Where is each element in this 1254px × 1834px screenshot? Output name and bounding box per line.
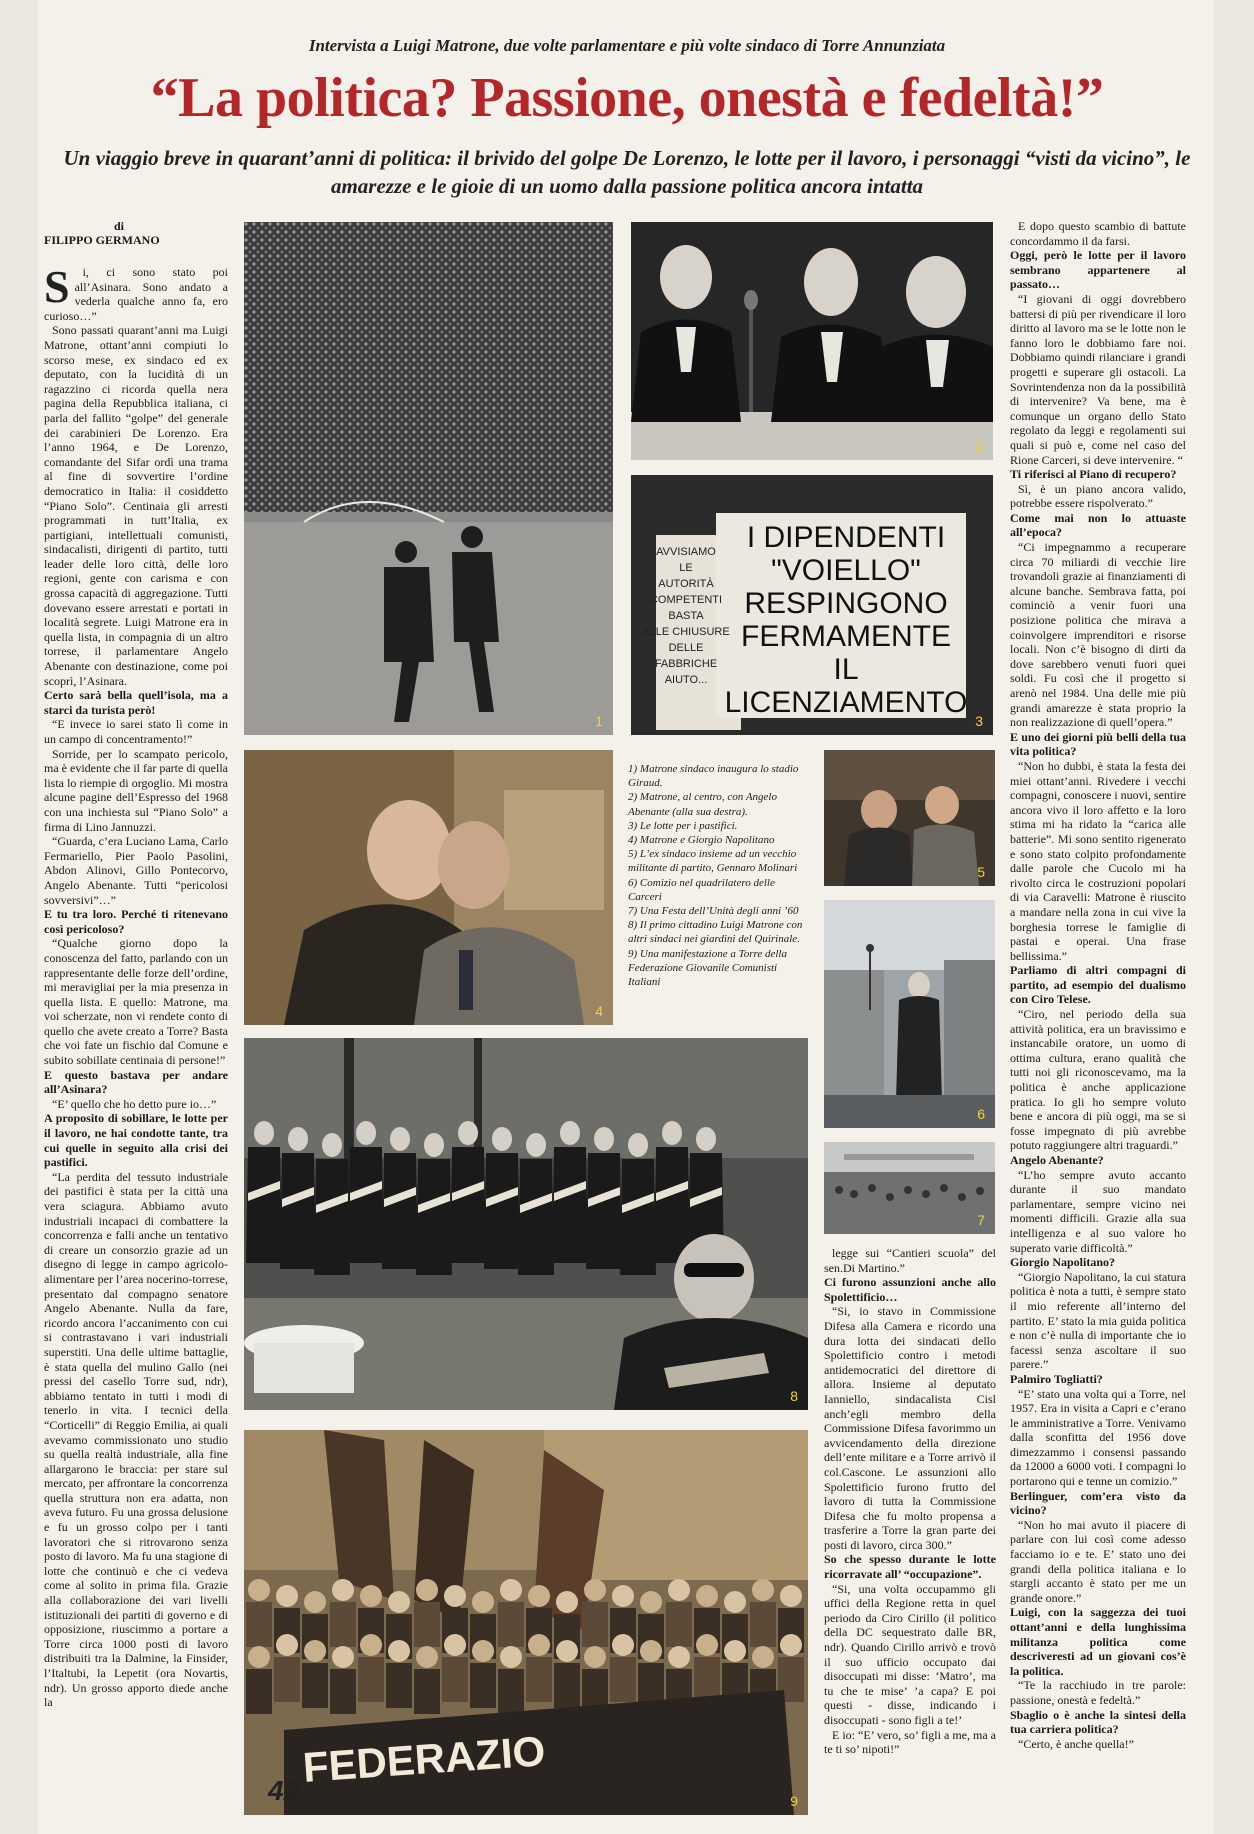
interview-question: Ti riferisci al Piano di recupero? [1010,467,1177,482]
caption-item: 1) Matrone sindaco inaugura lo stadio Giraud. [628,763,799,790]
interview-question: So che spesso durante le lotte ricorravate all’ “occupazione”. [824,1552,996,1582]
interview-question: Angelo Abenante? [1010,1153,1104,1167]
photo-number: 5 [977,864,985,880]
interview-question: E uno dei giorni più belli della tua vita politica? [1010,729,1186,759]
caption-item: 2) Matrone, al centro, con Angelo Abenante (alla sua destra). [628,791,777,818]
interview-question: Palmiro Togliatti? [1010,1371,1103,1386]
interview-question: Ci furono assunzioni anche allo Spolettificio… [824,1275,996,1304]
interview-question: E tu tra loro. Perché ti ritenevano così pericoloso? [44,907,228,936]
column-1-body [44,261,228,1710]
photo-number: 2 [975,438,983,454]
banner-text: FEDERAZIO [301,1727,547,1791]
paragraph: “Ci impegnammo a recuperare circa 70 miliardi di vecchie lire trovandoli grazie ai finanziamenti di alcune banche. Sembrava fatta, poi cominciò a venir fuori una posizione politica che mirava a coinvolgere imprenditori e risorse locali. Non c’è bisogno di dirti da dove sarebbero venuti fuori quei soldi. Fu così che il progetto si arenò nel 1984. Una delle mie più grandi amarezze è stata proprio la non realizzazione di quell’opera.” [1010,540,1186,730]
article-column-3 [824,1246,996,1818]
photo-festa-unita [824,1142,995,1234]
caption-item: 4) Matrone e Giorgio Napolitano [628,834,775,847]
interview-question: Come mai non lo attuaste all’epoca? [1010,510,1186,540]
photo-6-image [824,900,995,1128]
drop-cap: S [44,261,70,312]
sign-side-line: AIUTO... [664,674,708,686]
sign-line: "VOIELLO" [771,554,921,587]
sign-side-line: AUTORITÀ [658,578,714,590]
paragraph: E dopo questo scambio di battute concordammo il da farsi. [1010,219,1186,248]
interview-question: Berlinguer, com’era visto da vicino? [1010,1488,1186,1518]
photo-8-image [244,1038,808,1410]
paragraph: “Giorgio Napolitano, la cui statura politica è nota a tutti, è sempre stato il mio referente all’interno del partito. E’ stato la mia guida politica e non c’è nulla di importante che io facessi senza ascoltare il suo parere.” [1010,1269,1186,1372]
paragraph: i, ci sono stato poi all’Asinara. Sono andato a vederla qualche anno fa, ero curioso…” [44,265,228,323]
photo-number: 3 [975,713,983,729]
photo-number: 1 [595,713,603,729]
byline-di: di [114,219,125,233]
photo-matrone-abenante-table [631,222,993,460]
paragraph: “E’ stato una volta qui a Torre, nel 1957. Era in visita a Capri e c’erano le amministrative a Torre. Venivamo dalla sconfitta del 1956 dove dimezzammo i consensi passando da 12000 a 6000 voti. I compagni lo portarono qui e tenne un comizio.” [1010,1386,1186,1489]
sign-side-line: LE [679,562,693,574]
photo-number: 7 [977,1212,985,1228]
photo-5-image [824,750,995,886]
caption-item: 9) Una manifestazione a Torre della Federazione Giovanile Comunisti Italiani [628,947,787,989]
sign-line: RESPINGONO [744,587,948,620]
sign-side-line: FABBRICHE [654,658,718,670]
photo-1-image [244,222,613,735]
paragraph: “Guarda, c’era Luciano Lama, Carlo Fermariello, Pier Paolo Pasolini, Abdon Alinovi, Gillo Pontecorvo, Angelo Abenante. Tutti “pericolosi sovversivi”…” [44,834,228,907]
paragraph: “L’ho sempre avuto accanto durante il suo mandato parlamentare, sempre vicino nei momenti difficili. Grazie alla sua intelligenza e al suo valore ho superato varie difficoltà.” [1010,1167,1186,1255]
paragraph: “Ciro, nel periodo della sua attività politica, era un bravissimo e instancabile oratore, un uomo di ottima cultura, erano qualità che tutti noi gli riconoscevamo, ma la politica è anche applicazione pratica. Io gli ho sempre voluto bene e ancora di più oggi, ma se si fosse impegnato di più avrebbe potuto raggiungere altri traguardi.” [1010,1007,1186,1153]
photo-captions [628,762,810,989]
paragraph: “Si, una volta occupammo gli uffici della Regione retta in quel periodo da Ciro Cirillo (il politico della DC sequestrato dalle BR, ndr). Quando Cirillo arrivò e trovò il suo ufficio occupato dai disoccupati mi disse: ‘Matro’, ma tu che te mise’ ’a capa? E poi questi - disse, indicando i disoccupati - sono figli a te!’ [824,1581,996,1727]
photo-stadium-inauguration [244,222,613,735]
interview-question: Luigi, con la saggezza dei tuoi ottant’anni e della lunghissima militanza politica come descriveresti ad un giovani cos’è la politica. [1010,1605,1186,1678]
interview-question: Parliamo di altri compagni di partito, ad esempio del dualismo con Ciro Telese. [1010,963,1186,1007]
sign-side-line: BASTA [668,610,704,622]
sign-side-line: DELLE [668,642,704,654]
photo-number: 6 [977,1106,985,1122]
byline [44,219,228,247]
photo-comizio-carceri [824,900,995,1128]
photo-matrone-molinari [824,750,995,886]
sign-line: I DIPENDENTI [746,521,946,554]
photo-7-image [824,1142,995,1234]
adjacent-page-right-edge [1214,0,1254,1834]
sign-main-text [725,521,968,719]
sign-line: IL [833,653,859,686]
paragraph: “Non ho dubbi, è stata la festa dei miei ottant’anni. Rivedere i vecchi compagni, conoscere i nuovi, sentire ancora vivo il loro affetto e la loro stima mi ha ridato la “carica alle batterie”. Mi sono sentito rigenerato e sono stato colpito profondamente dalle parole che Cucolo mi ha rivolto circa le costruzioni popolari di via Caravelli: Matrone è riuscito a mandare nella zona in cui vive la borghesia torrese le famiglie di pastai e operai. Una frase bellissima.” [1010,758,1186,963]
paragraph: E io: “E’ vero, so’ figli a me, ma a te ti so’ nipoti!” [824,1727,996,1757]
deck: Un viaggio breve in quarant’anni di politica: il brivido del golpe De Lorenzo, le lotte per il lavoro, i personaggi “visti da vicino”, le amarezze e le gioie di un uomo dalla passione politica ancora intatta [63,146,1191,198]
paragraph: “I giovani di oggi dovrebbero battersi di più per rivendicare il loro diritto al lavoro ma se le lotte non le fanno loro le dobbiamo fare noi. Dobbiamo quindi rilanciare i grandi progetti e superare gli ostacoli. La Sovrintendenza non da la possibilità di intervenire? Va bene, ma è comunque un organo dello Stato regolato da leggi e regolamenti sui quali si può e, come nel caso del Rione Carceri, si deve intervenire. “ [1010,291,1186,467]
paragraph: “Qualche giorno dopo la conoscenza del fatto, parlando con un rappresentante delle forze dell’ordine, mi meravigliai per la mia presenza in quella lista. E quello: Matrone, ma voi scherzate, non vi rendete conto di quello che avete creato a Torre? Basta che voi fate un fischio dal Comune e subito sobillate centinaia di persone!” [44,936,228,1068]
caption-item: 6) Comizio nel quadrilatero delle Carceri [628,876,775,903]
photo-fgci-manifestazione [244,1430,808,1815]
paragraph: “E’ quello che ho detto pure io…” [52,1096,217,1111]
paragraph: “La perdita del tessuto industriale dei pastifici è stata per la città una vera sciagura. Abbiamo avuto industriali incapaci di combattere la concorrenza e falli anche un tentativo di creare un consorzio grazie ad un disegno di legge in campo agricolo-alimentare per l’area nocerino-torrese, presentato dal compagno senatore Angelo Abenante. Nulla da fare, ricordo ancora l’accanimento con cui si contrastavano i vari industriali superstiti. Una delle ultime battaglie, è stata quella del mulino Gallo (nei pressi del casello Torre sud, ndr), abbiamo tentato in tutti i modi di tenerlo in vita. I tecnici della “Corticelli” di Reggio Emilia, ai quali avevamo commissionato uno studio su quella realtà industriale, alla fine allargarono le braccia: per stare sul mercato, per affrontare la concorrenza quella struttura non era adatta, non aveva futuro. Fu una grossa delusione e fu un grosso colpo per i tanti lavoratori che si ritrovarono senza posto di lavoro. Ma fu una stagione di lotte che continuò e che ci vedeva come al solito in prima fila. Grazie alla collaborazione dei vari livelli istituzionali dei partiti di governo e di opposizione, riuscimmo a portare a Torre circa 1000 posti di lavoro distribuiti tra la Dalmine, la Finsider, l’Italtubi, la Lepetit (ora Novartis, ndr). Un grosso apporto diede anche la [44,1169,228,1710]
photo-4-image [244,750,613,1025]
sign-line: LICENZIAMENTO [724,686,968,719]
article-column-1 [44,219,228,1815]
photo-9-image [244,1430,808,1815]
paragraph: “E invece io sarei stato lì come in un campo di concentramento!” [44,717,228,746]
kicker: Intervista a Luigi Matrone, due volte parlamentare e più volte sindaco di Torre Annunziata [308,36,946,55]
paragraph: “Certo, è anche quella!” [1018,1736,1134,1751]
sign-side-line: AVVISIAMO [656,546,716,558]
caption-item: 5) L’ex sindaco insieme ad un vecchio militante di partito, Gennaro Molinari [628,848,798,875]
photo-number: 9 [790,1793,798,1809]
photo-pastifici-protest-signs [631,475,993,735]
paragraph: legge sui “Cantieri scuola” del sen.Di Martino.” [824,1246,996,1275]
photo-number: 4 [595,1003,603,1019]
interview-question: Certo sarà bella quell’isola, ma a starci da turista però! [44,688,228,717]
interview-question: Giorgio Napolitano? [1010,1255,1116,1270]
paragraph: Sì, è un piano ancora valido, potrebbe essere rispolverato.” [1010,481,1186,511]
interview-question: Oggi, però le lotte per il lavoro sembrano appartenere al passato… [1010,248,1186,292]
paragraph: “Non ho mai avuto il piacere di parlare con lui così come adesso facciamo io e te. E’ stato uno dei grandi della politica italiana e lo stargli accanto è stato per me un grande onore.” [1010,1517,1186,1605]
adjacent-page-left-edge [0,0,38,1834]
sign-side-line: ALLE CHIUSURE [642,626,730,638]
byline-name: FILIPPO GERMANO [44,233,160,247]
photo-matrone-napolitano [244,750,613,1025]
interview-question: E questo bastava per andare all’Asinara? [44,1067,228,1097]
photo-number: 8 [790,1388,798,1404]
article-column-4 [1010,219,1186,1819]
paragraph: “Si, io stavo in Commissione Difesa alla Camera e ricordo una dura lotta dei sindacati dello Spolettificio contro i metodi antidemocratici del direttore di allora. Insieme al deputato Ianniello, sindacalista Cisl anch’egli membro della Commissione Difesa favorimmo un avvicendamento della direzione dell’ente militare e a Torre arrivò il col.Cascone. Le assunzioni allo Spolettificio furono frutto del lavoro di tutta la Commissione Difesa che fu molto propensa a trasferire a Torre la gran parte dei posti di lavoro, circa 300.” [824,1304,996,1552]
interview-question: Sbaglio o è anche la sintesi della tua carriera politica? [1010,1707,1186,1737]
page-number: 42 [268,1775,300,1806]
paragraph: Sorride, per lo scampato pericolo, ma è evidente che il far parte di quella lista lo riempie di orgoglio. Mi mostra alcune pagine dell’Espresso del 1968 con una inchiesta sul “Piano Solo” a firma di Lino Jannuzzi. [44,746,228,834]
sign-side-line: COMPETENTI [649,594,723,606]
photo-3-image [631,475,993,735]
sign-line: FERMAMENTE [741,620,951,653]
caption-item: 3) Le lotte per i pastifici. [628,819,738,832]
paragraph: “Te la racchiudo in tre parole: passione, onestà e fedeltà.” [1010,1678,1186,1707]
paragraph: Sono passati quarant’anni ma Luigi Matrone, ottant’anni compiuti lo scorso mese, ex sindaco ed ex deputato, con la lucidità di un ragazzino ci ricorda quella nera pagina della Repubblica italiana, ci parla del fallito “golpe” del generale dei carabinieri De Lorenzo. Era l’anno 1964, e De Lorenzo, comandante del Sifar ordì una trama al fine di sovvertire l’ordine democratico in Italia: il cosiddetto “Piano Solo”. Centinaia gli arresti programmati in tutt’Italia, ex partigiani, intellettuali comunisti, sindacalisti, dirigenti di partito, tutti leader delle loro città, delle loro regioni, gente con carisma e con grossa capacità di aggregazione. Tutti dovevano essere arrestati e portati in località segrete. Luigi Matrone era in quella lista, in compagnia di un altro torrese, il parlamentare Angelo Abenante con destinazione, come poi scoprì, l’Asinara. [44,323,228,688]
caption-item: 8) Il primo cittadino Luigi Matrone con altri sindaci nei giardini del Quirinale. [628,919,803,946]
photo-2-image [631,222,993,460]
interview-question: A proposito di sobillare, le lotte per il lavoro, ne hai condotte tante, tra cui quelle in seguito alla crisi dei pastifici. [44,1111,228,1170]
headline: “La politica? Passione, onestà e fedeltà!” [150,67,1104,129]
caption-item: 7) Una Festa dell’Unità degli anni ’60 [628,905,799,918]
photo-sindaci-quirinale [244,1038,808,1410]
